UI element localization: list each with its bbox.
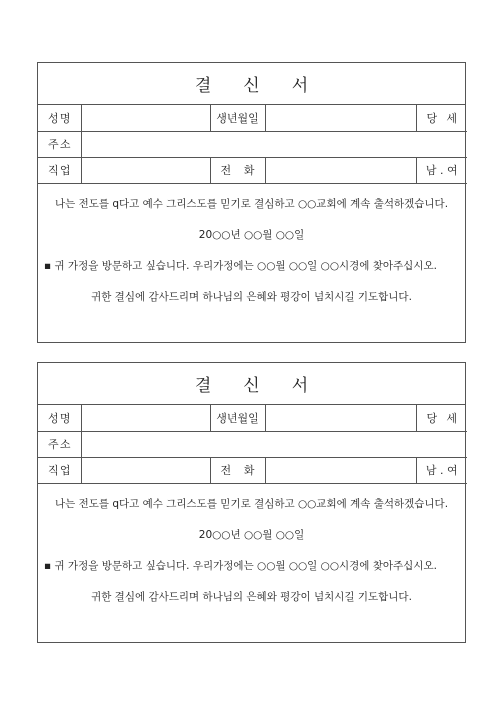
label-birthdate: 생년월일 — [210, 405, 265, 431]
commitment-statement: 나는 전도를 q다고 예수 그리스도를 믿기로 결심하고 ○○교회에 계속 출석하겠습니다. — [54, 197, 449, 210]
title-char: 서 — [291, 76, 309, 96]
gender-selector[interactable]: 남 . 여 — [416, 457, 467, 483]
label-birthdate: 생년월일 — [210, 105, 265, 131]
visit-request: ▪ 귀 가정을 방문하고 싶습니다. 우리가정에는 ○○월 ○○일 ○○시경에 찾아주십시오. — [44, 559, 437, 572]
title-char: 결 — [194, 76, 212, 96]
phone-field[interactable] — [265, 457, 416, 483]
phone-field[interactable] — [265, 157, 416, 183]
row-job-phone-gender — [38, 157, 467, 183]
birthdate-field[interactable] — [265, 105, 416, 131]
date-line: 20○○년 ○○월 ○○일 — [198, 228, 305, 241]
title-char: 신 — [243, 376, 260, 396]
label-phone: 전 화 — [210, 457, 265, 483]
address-field[interactable] — [81, 131, 467, 157]
occupation-field[interactable] — [81, 157, 210, 183]
label-address: 주 소 — [38, 131, 81, 157]
name-field[interactable] — [81, 105, 210, 131]
commitment-text — [38, 184, 465, 320]
title-char: 결 — [194, 376, 212, 396]
title-char: 서 — [291, 376, 309, 396]
blessing-line: 귀한 결심에 감사드리며 하나님의 은혜와 평강이 넘치시길 기도합니다. — [91, 290, 412, 303]
form-title — [38, 63, 465, 105]
row-name-birth-age — [38, 405, 467, 431]
visit-request: ▪ 귀 가정을 방문하고 싶습니다. 우리가정에는 ○○월 ○○일 ○○시경에 찾아주십시오. — [44, 259, 437, 272]
label-name: 성 명 — [38, 405, 81, 431]
label-address: 주 소 — [38, 431, 81, 457]
label-age: 당 세 — [416, 105, 467, 131]
row-address — [38, 131, 467, 157]
date-line: 20○○년 ○○월 ○○일 — [198, 528, 305, 541]
row-address — [38, 431, 467, 457]
label-name: 성 명 — [38, 105, 81, 131]
label-phone: 전 화 — [210, 157, 265, 183]
info-table — [38, 405, 467, 484]
commitment-form-1 — [37, 62, 466, 343]
label-occupation: 직 업 — [38, 157, 81, 183]
commitment-text — [38, 484, 465, 620]
birthdate-field[interactable] — [265, 405, 416, 431]
label-occupation: 직 업 — [38, 457, 81, 483]
label-age: 당 세 — [416, 405, 467, 431]
gender-selector[interactable]: 남 . 여 — [416, 157, 467, 183]
blessing-line: 귀한 결심에 감사드리며 하나님의 은혜와 평강이 넘치시길 기도합니다. — [91, 590, 412, 603]
info-table — [38, 105, 467, 184]
commitment-statement: 나는 전도를 q다고 예수 그리스도를 믿기로 결심하고 ○○교회에 계속 출석하겠습니다. — [54, 497, 449, 510]
row-job-phone-gender — [38, 457, 467, 483]
occupation-field[interactable] — [81, 457, 210, 483]
title-char: 신 — [243, 76, 260, 96]
commitment-form-2 — [37, 362, 466, 643]
row-name-birth-age — [38, 105, 467, 131]
address-field[interactable] — [81, 431, 467, 457]
name-field[interactable] — [81, 405, 210, 431]
form-title — [38, 363, 465, 405]
